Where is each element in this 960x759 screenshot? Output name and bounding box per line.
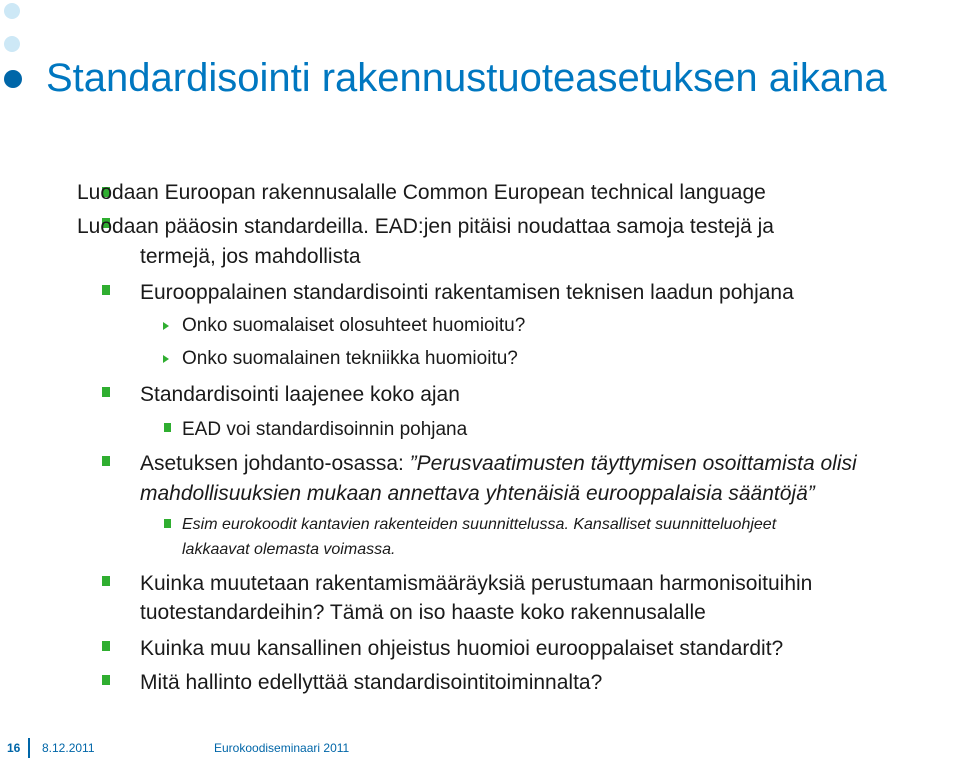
- slide-title: Standardisointi rakennustuoteasetuksen aikana: [46, 56, 887, 100]
- list-item: Luodaan Euroopan rakennusalalle Common European technical language: [77, 181, 766, 204]
- decor-dot-light-1: [4, 3, 20, 19]
- square-bullet-icon: [164, 423, 171, 432]
- square-bullet-icon: [102, 456, 110, 466]
- list-item-continuation: tuotestandardeihin? Tämä on iso haaste koko rakennusalalle: [140, 601, 706, 624]
- triangle-bullet-icon: [163, 355, 169, 363]
- slide-footer: [0, 738, 960, 758]
- square-bullet-icon: [102, 387, 110, 397]
- list-item: Luodaan pääosin standardeilla. EAD:jen pitäisi noudattaa samoja testejä ja: [77, 215, 774, 238]
- list-item: Standardisointi laajenee koko ajan: [140, 383, 460, 406]
- square-bullet-icon: [102, 576, 110, 586]
- list-item-text: Asetuksen johdanto-osassa:: [140, 452, 410, 475]
- list-item: [140, 449, 857, 479]
- list-item: Kuinka muu kansallinen ohjeistus huomioi eurooppalaiset standardit?: [140, 637, 784, 660]
- triangle-bullet-icon: [163, 322, 169, 330]
- page-number: 16: [7, 741, 21, 755]
- list-item-sub: Onko suomalainen tekniikka huomioitu?: [182, 348, 518, 369]
- footer-date: 8.12.2011: [42, 741, 95, 755]
- decor-dot-light-2: [4, 36, 20, 52]
- square-bullet-icon: [102, 675, 110, 685]
- decor-dot-dark: [4, 70, 22, 88]
- footer-divider: [28, 738, 30, 758]
- list-item-sub: Esim eurokoodit kantavien rakenteiden suunnittelussa. Kansalliset suunnitteluohjeet: [182, 516, 777, 533]
- list-item: Kuinka muutetaan rakentamismääräyksiä perustumaan harmonisoituihin: [140, 572, 813, 595]
- square-bullet-icon: [164, 519, 171, 528]
- footer-event: Eurokoodiseminaari 2011: [214, 741, 350, 755]
- list-item-continuation: mahdollisuuksien mukaan annettava yhtenäisiä eurooppalaisia sääntöjä”: [140, 482, 815, 505]
- square-bullet-icon: [102, 641, 110, 651]
- list-item-quote: ”Perusvaatimusten täyttymisen osoittamista olisi: [409, 452, 857, 475]
- list-item-continuation: lakkaavat olemasta voimassa.: [182, 541, 396, 558]
- list-item-continuation: termejä, jos mahdollista: [140, 245, 361, 268]
- list-item: Eurooppalainen standardisointi rakentamisen teknisen laadun pohjana: [140, 281, 794, 304]
- list-item-sub: Onko suomalaiset olosuhteet huomioitu?: [182, 315, 526, 336]
- square-bullet-icon: [102, 285, 110, 295]
- list-item-sub: EAD voi standardisoinnin pohjana: [182, 419, 468, 440]
- list-item: Mitä hallinto edellyttää standardisointitoiminnalta?: [140, 671, 603, 694]
